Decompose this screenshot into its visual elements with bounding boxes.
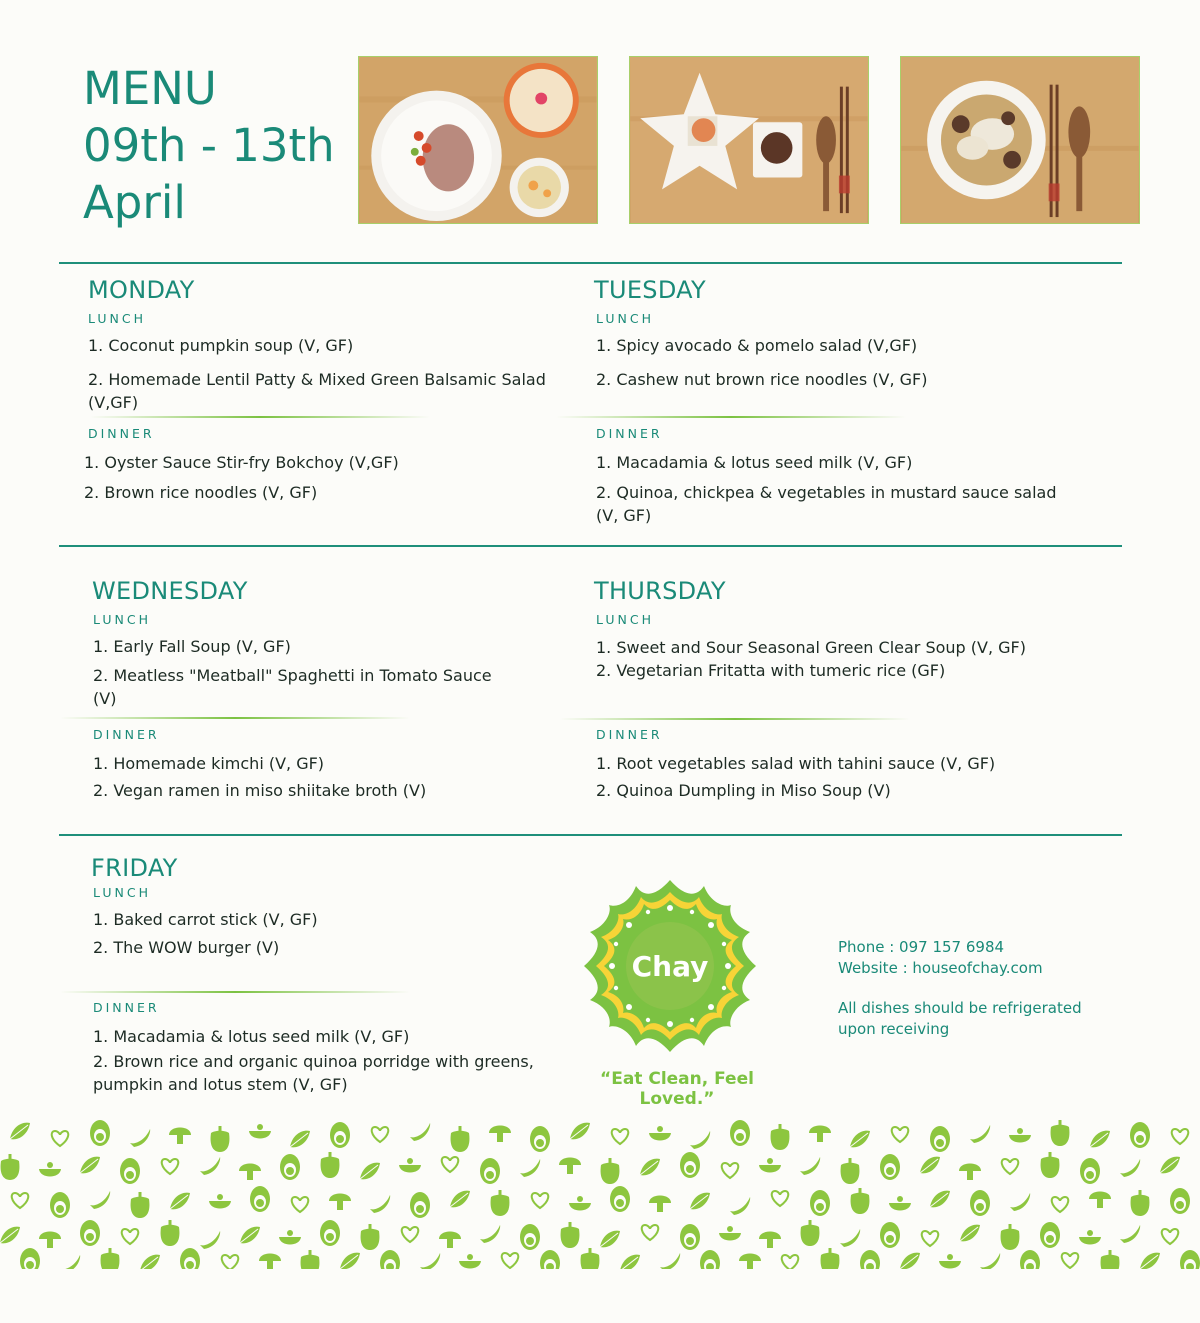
monday-meal-separator — [90, 416, 430, 418]
tuesday-dinner-item-cont: (V, GF) — [596, 506, 652, 525]
friday-lunch-item: 2. The WOW burger (V) — [93, 938, 280, 957]
thursday-dinner-item: 1. Root vegetables salad with tahini sauce (V, GF) — [596, 754, 996, 773]
title-line-menu: MENU — [83, 62, 217, 115]
menu-title — [83, 60, 335, 231]
storage-note-line2: upon receiving — [838, 1020, 950, 1038]
divider-bottom — [59, 834, 1122, 836]
contact-phone: Phone : 097 157 6984 — [838, 938, 1005, 956]
storage-note-line1: All dishes should be refrigerated — [838, 999, 1082, 1017]
wednesday-lunch-item-cont: (V) — [93, 689, 117, 708]
day-thursday-heading: THURSDAY — [594, 577, 726, 605]
thursday-dinner-item: 2. Quinoa Dumpling in Miso Soup (V) — [596, 781, 891, 800]
monday-lunch-item-cont: (V,GF) — [88, 393, 139, 412]
wednesday-dinner-item: 2. Vegan ramen in miso shiitake broth (V) — [93, 781, 427, 800]
food-photo-star-plate — [629, 56, 869, 224]
monday-dinner-item: 1. Oyster Sauce Stir-fry Bokchoy (V,GF) — [84, 453, 399, 472]
day-monday-heading: MONDAY — [88, 276, 195, 304]
tuesday-lunch-item: 1. Spicy avocado & pomelo salad (V,GF) — [596, 336, 918, 355]
contact-website[interactable]: Website : houseofchay.com — [838, 959, 1043, 977]
pattern-row-3 — [12, 1186, 1190, 1218]
title-line-dates: 09th - 13th — [83, 119, 335, 172]
day-friday-heading: FRIDAY — [91, 854, 178, 882]
brand-tagline: “Eat Clean, Feel Loved.” — [600, 1069, 754, 1109]
friday-lunch-label: LUNCH — [93, 885, 151, 900]
friday-lunch-item: 1. Baked carrot stick (V, GF) — [93, 910, 318, 929]
vegetable-pattern-band — [0, 1117, 1200, 1269]
friday-dinner-item: 2. Brown rice and organic quinoa porridge with greens, — [93, 1052, 534, 1071]
pattern-row-4 — [0, 1220, 1178, 1250]
pattern-row-2 — [1, 1152, 1180, 1184]
food-photo-pasta — [358, 56, 598, 224]
monday-dinner-label: DINNER — [88, 426, 155, 441]
title-line-month: April — [83, 176, 186, 229]
divider-top — [59, 262, 1122, 264]
thursday-dinner-label: DINNER — [596, 727, 663, 742]
tuesday-dinner-item: 1. Macadamia & lotus seed milk (V, GF) — [596, 453, 913, 472]
friday-meal-separator — [60, 991, 410, 993]
thursday-lunch-item: 2. Vegetarian Fritatta with tumeric rice (GF) — [596, 661, 946, 680]
wednesday-lunch-item: 1. Early Fall Soup (V, GF) — [93, 637, 291, 656]
thursday-lunch-item: 1. Sweet and Sour Seasonal Green Clear Soup (V, GF) — [596, 638, 1026, 657]
monday-dinner-item: 2. Brown rice noodles (V, GF) — [84, 483, 318, 502]
thursday-meal-separator — [560, 718, 910, 720]
friday-dinner-item-cont: pumpkin and lotus stem (V, GF) — [93, 1075, 348, 1094]
monday-lunch-item: 2. Homemade Lentil Patty & Mixed Green Balsamic Salad — [88, 370, 546, 389]
tuesday-meal-separator — [556, 416, 906, 418]
wednesday-dinner-label: DINNER — [93, 727, 160, 742]
wednesday-lunch-label: LUNCH — [93, 612, 151, 627]
divider-middle — [59, 545, 1122, 547]
tuesday-lunch-label: LUNCH — [596, 311, 654, 326]
monday-lunch-item: 1. Coconut pumpkin soup (V, GF) — [88, 336, 354, 355]
pattern-row-5 — [20, 1248, 1200, 1269]
chay-logo — [582, 878, 758, 1054]
monday-lunch-label: LUNCH — [88, 311, 146, 326]
friday-dinner-label: DINNER — [93, 1000, 160, 1015]
thursday-lunch-label: LUNCH — [596, 612, 654, 627]
food-photo-dumplings — [900, 56, 1140, 224]
tuesday-dinner-label: DINNER — [596, 426, 663, 441]
friday-dinner-item: 1. Macadamia & lotus seed milk (V, GF) — [93, 1027, 410, 1046]
day-tuesday-heading: TUESDAY — [594, 276, 706, 304]
tuesday-lunch-item: 2. Cashew nut brown rice noodles (V, GF) — [596, 370, 928, 389]
wednesday-dinner-item: 1. Homemade kimchi (V, GF) — [93, 754, 325, 773]
tuesday-dinner-item: 2. Quinoa, chickpea & vegetables in mustard sauce salad — [596, 483, 1057, 502]
logo-text: Chay — [631, 950, 709, 983]
pattern-row-1 — [10, 1120, 1188, 1152]
wednesday-meal-separator — [60, 717, 410, 719]
day-wednesday-heading: WEDNESDAY — [92, 577, 248, 605]
wednesday-lunch-item: 2. Meatless "Meatball" Spaghetti in Tomato Sauce — [93, 666, 492, 685]
